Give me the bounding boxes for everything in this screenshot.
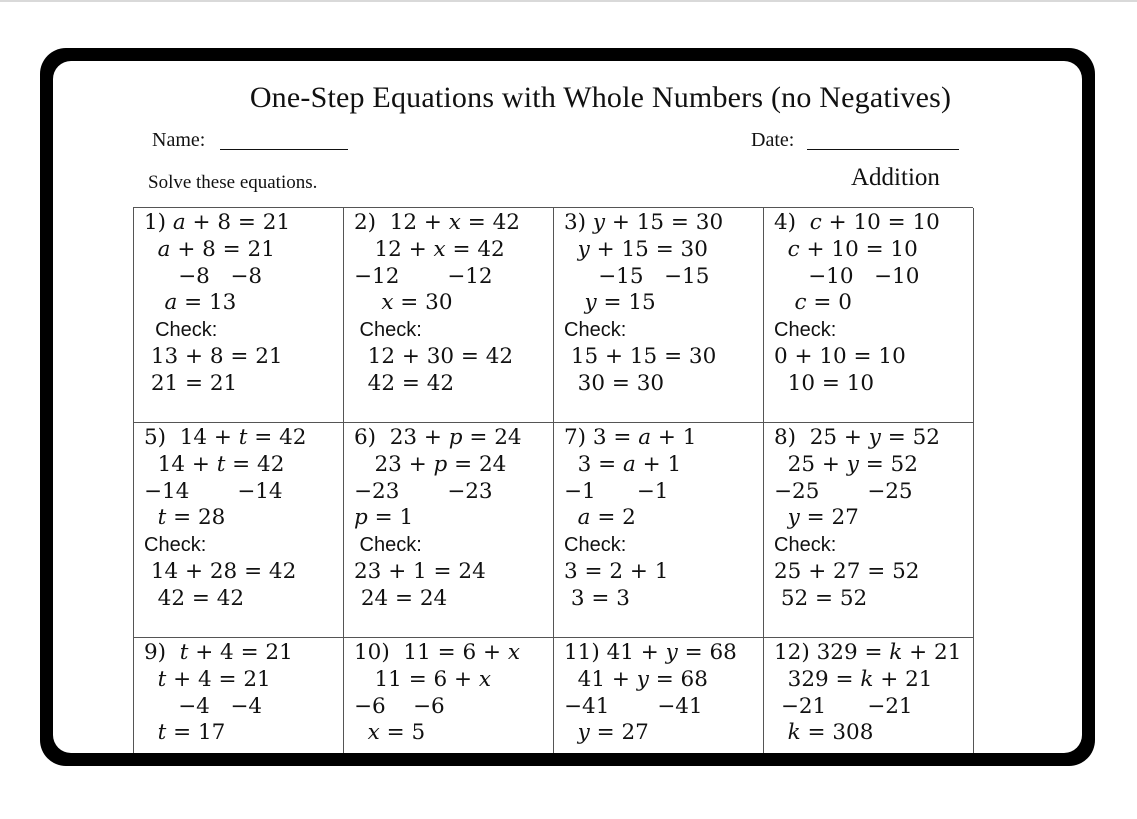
equation-line: 𝑎 = 13 [144, 290, 237, 316]
equation-line: 𝑡 = 17 [144, 720, 226, 746]
equation-line: 52 = 52 [774, 585, 868, 611]
equation-line: −12 −12 [354, 263, 493, 289]
date-label: Date: [751, 129, 795, 151]
equation-line: −14 −14 [144, 478, 283, 504]
equation-line: 𝑐 + 10 = 10 [774, 236, 918, 262]
topic-heading: Addition [851, 164, 940, 191]
equation-line: 𝑝 = 1 [354, 505, 414, 531]
equation-line: −23 −23 [354, 478, 493, 504]
equation-line: 𝑡 = 28 [144, 505, 226, 531]
name-blank [220, 149, 348, 150]
equation-line: 25 + 27 = 52 [774, 558, 920, 584]
equation-line: −41 −41 [564, 693, 703, 719]
equation-line: −21 −21 [774, 693, 913, 719]
equation-line: 𝑥 = 30 [354, 290, 453, 316]
worksheet-page [53, 61, 1082, 753]
equation-line: 6) 23 + 𝑝 = 24 [354, 425, 522, 450]
equation-line: 𝑎 = 2 [564, 505, 636, 531]
check-label: Check: [564, 319, 627, 342]
equation-line: 14 + 𝑡 = 42 [144, 451, 285, 477]
equation-line: 0 + 10 = 10 [774, 343, 906, 369]
equation-line: 13 + 8 = 21 [144, 343, 283, 369]
check-label: Check: [354, 534, 422, 557]
equation-line: −4 −4 [144, 693, 263, 719]
equation-line: 8) 25 + 𝑦 = 52 [774, 425, 940, 450]
equation-line: 10 = 10 [774, 370, 875, 396]
problem-cell-5 [134, 423, 344, 638]
equation-line: 42 = 42 [354, 370, 455, 396]
equation-line: 𝑎 + 8 = 21 [144, 236, 275, 262]
equation-line: 9) 𝑡 + 4 = 21 [144, 640, 293, 665]
equation-line: 23 + 𝑝 = 24 [354, 451, 507, 477]
equation-line: 𝑡 + 4 = 21 [144, 666, 271, 692]
problem-cell-4 [764, 208, 974, 423]
equation-line: −8 −8 [144, 263, 263, 289]
equation-line: 𝑐 = 0 [774, 290, 852, 316]
equation-line: 41 + 𝑦 = 68 [564, 666, 708, 692]
equation-line: 3 = 2 + 1 [564, 558, 669, 584]
equation-line: 4) 𝑐 + 10 = 10 [774, 210, 940, 235]
equation-line: 42 = 42 [144, 585, 245, 611]
problem-cell-3 [554, 208, 764, 423]
problem-cell-7 [554, 423, 764, 638]
check-label: Check: [774, 534, 837, 557]
check-label: Check: [144, 319, 218, 342]
equation-line: 𝑦 = 15 [564, 290, 656, 316]
equation-line: 𝑥 = 5 [354, 720, 426, 746]
problem-grid [133, 207, 973, 753]
equation-line: 11) 41 + 𝑦 = 68 [564, 640, 737, 665]
equation-line: 𝑦 + 15 = 30 [564, 236, 708, 262]
equation-line: −10 −10 [774, 263, 920, 289]
equation-line: 15 + 15 = 30 [564, 343, 717, 369]
equation-line: 5) 14 + 𝑡 = 42 [144, 425, 307, 450]
equation-line: 1) 𝑎 + 8 = 21 [144, 210, 291, 235]
equation-line: 24 = 24 [354, 585, 448, 611]
equation-line: 10) 11 = 6 + 𝑥 [354, 640, 520, 665]
equation-line: −6 −6 [354, 693, 445, 719]
equation-line: 𝑘 = 308 [774, 720, 874, 746]
check-label: Check: [564, 534, 627, 557]
equation-line: 21 = 21 [144, 370, 238, 396]
date-blank [807, 149, 959, 150]
problem-cell-12 [764, 638, 974, 753]
check-label: Check: [144, 534, 207, 557]
equation-line: 30 = 30 [564, 370, 665, 396]
equation-line: −1 −1 [564, 478, 669, 504]
window-top-border [0, 0, 1137, 2]
equation-line: 2) 12 + 𝑥 = 42 [354, 210, 520, 235]
problem-cell-11 [554, 638, 764, 753]
problem-cell-8 [764, 423, 974, 638]
equation-line: 12 + 𝑥 = 42 [354, 236, 505, 262]
equation-line: 3) 𝑦 + 15 = 30 [564, 210, 724, 235]
equation-line: 25 + 𝑦 = 52 [774, 451, 918, 477]
worksheet-title: One-Step Equations with Whole Numbers (no Negatives) [249, 81, 952, 114]
equation-line: −15 −15 [564, 263, 710, 289]
problem-cell-2 [344, 208, 554, 423]
equation-line: 7) 3 = 𝑎 + 1 [564, 425, 697, 450]
equation-line: 12) 329 = 𝑘 + 21 [774, 640, 962, 665]
problem-cell-9 [134, 638, 344, 753]
equation-line: 12 + 30 = 42 [354, 343, 514, 369]
equation-line: −25 −25 [774, 478, 913, 504]
equation-line: 23 + 1 = 24 [354, 558, 486, 584]
equation-line: 11 = 6 + 𝑥 [354, 666, 492, 692]
problem-cell-10 [344, 638, 554, 753]
problem-cell-6 [344, 423, 554, 638]
equation-line: 329 = 𝑘 + 21 [774, 666, 933, 692]
equation-line: 14 + 28 = 42 [144, 558, 297, 584]
instructions: Solve these equations. [148, 172, 318, 193]
equation-line: 𝑦 = 27 [564, 720, 649, 746]
equation-line: 3 = 3 [564, 585, 630, 611]
equation-line: 𝑦 = 27 [774, 505, 859, 531]
check-label: Check: [774, 319, 837, 342]
problem-cell-1 [134, 208, 344, 423]
equation-line: 3 = 𝑎 + 1 [564, 451, 682, 477]
check-label: Check: [354, 319, 422, 342]
name-label: Name: [152, 129, 206, 151]
